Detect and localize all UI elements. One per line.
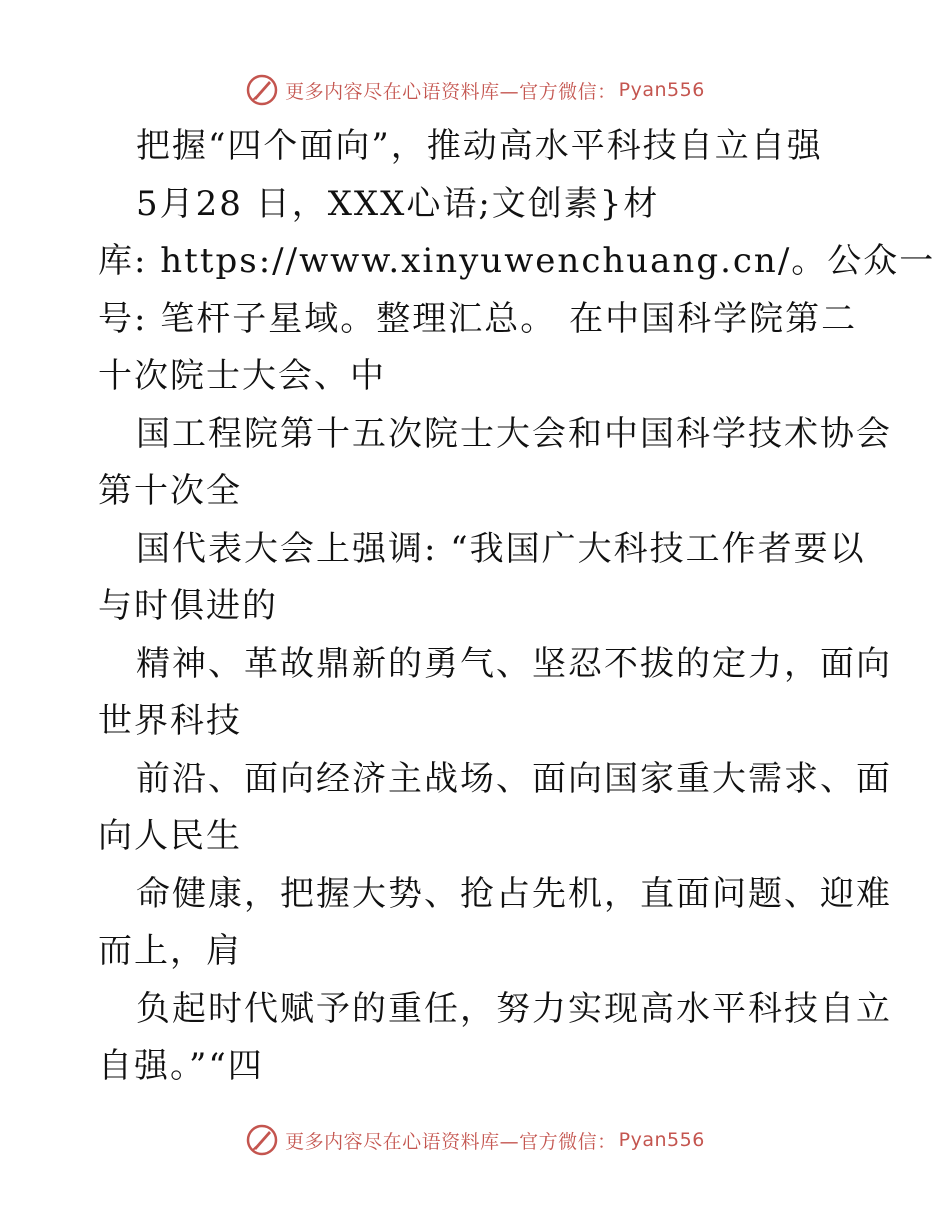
text-line: 前沿、面向经济主战场、面向国家重大需求、面 bbox=[136, 758, 892, 799]
footer-banner bbox=[0, 1120, 950, 1160]
banner-account: Pyan556 bbox=[618, 79, 705, 101]
quill-logo-icon bbox=[245, 73, 279, 107]
text-line: 自强。”“四 bbox=[98, 1046, 264, 1086]
document-body bbox=[98, 118, 936, 1096]
text-line: 精神、革故鼎新的勇气、坚忍不拔的定力，面向 bbox=[136, 643, 892, 684]
text-line: 5月28 日，XXX心语;文创素}材 bbox=[136, 183, 660, 224]
header-banner bbox=[0, 70, 950, 110]
text-line: 十次院士大会、中 bbox=[98, 356, 386, 396]
document-title: 把握“四个面向”，推动高水平科技自立自强 bbox=[136, 126, 823, 166]
text-line: 库: https://www.xinyuwenchuang.cn/。公众一 bbox=[98, 241, 936, 281]
text-line: 第十次全 bbox=[98, 471, 242, 511]
text-line: 向人民生 bbox=[98, 816, 242, 856]
text-line: 国工程院第十五次院士大会和中国科学技术协会 bbox=[136, 413, 892, 454]
text-line: 号: 笔杆子星域。整理汇总。 在中国科学院第二 bbox=[98, 298, 858, 339]
text-line: 与时俱进的 bbox=[98, 586, 278, 626]
text-line: 国代表大会上强调: “我国广大科技工作者要以 bbox=[136, 528, 866, 569]
quill-logo-icon bbox=[245, 1123, 279, 1157]
banner-text: 更多内容尽在心语资料库—官方微信： bbox=[285, 80, 617, 103]
text-line: 负起时代赋予的重任，努力实现高水平科技自立 bbox=[136, 988, 892, 1029]
banner-account: Pyan556 bbox=[618, 1129, 705, 1151]
text-line: 命健康，把握大势、抢占先机，直面问题、迎难 bbox=[136, 873, 892, 914]
banner-text: 更多内容尽在心语资料库—官方微信： bbox=[285, 1130, 617, 1153]
text-line: 而上，肩 bbox=[98, 931, 242, 971]
text-line: 世界科技 bbox=[98, 701, 242, 741]
